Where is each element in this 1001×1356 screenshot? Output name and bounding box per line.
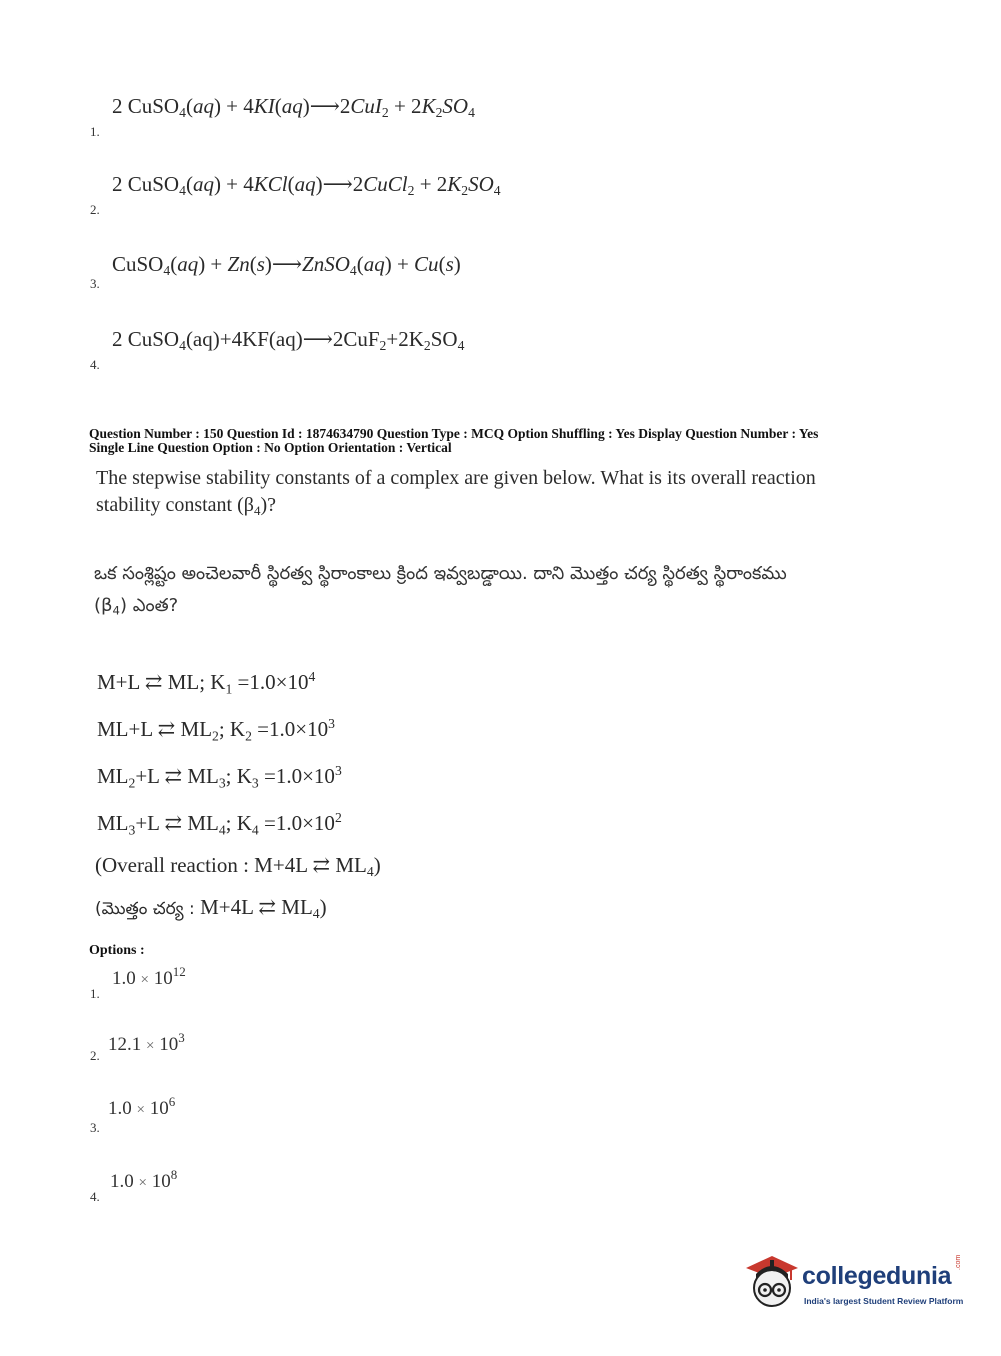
prev-option-1-number: 1. xyxy=(90,124,100,139)
equilibrium-step-2: ML+L ⇄ $ML_2$; $K_2 =1.0\times 10^3$ xyxy=(97,716,335,744)
question-text-english xyxy=(96,465,896,524)
question-text-telugu-beta-subscript: 4 xyxy=(112,603,120,618)
option-1[interactable]: $1.0 \times 10^{12}$ xyxy=(112,964,186,989)
option-2-number: 2. xyxy=(90,1048,100,1063)
logo-brand-name: collegedunia xyxy=(802,1262,952,1290)
option-1-exponent: 12 xyxy=(172,964,186,979)
collegedunia-logo[interactable] xyxy=(742,1250,972,1320)
question-text-english-line-1: The stepwise stability constants of a complex are given below. What is its overall reaction xyxy=(96,467,816,489)
equilibrium-step-4: $ML_3+L$ ⇄ $ML_4$; $K_4 =1.0\times 10^2$ xyxy=(97,810,342,838)
question-text-telugu xyxy=(94,558,894,627)
equilibrium-step-3: $ML_2+L$ ⇄ $ML_3$; $K_3 =1.0\times 10^3$ xyxy=(97,763,342,791)
option-2-exponent: 3 xyxy=(178,1030,185,1045)
overall-reaction-english-label: (Overall reaction : xyxy=(95,853,255,877)
option-3-mantissa: 1.0 xyxy=(108,1097,132,1119)
question-meta-line-2: Single Line Question Option : No Option Orientation : Vertical xyxy=(89,440,452,455)
option-1-number: 1. xyxy=(90,986,100,1001)
option-1-mantissa: 1.0 xyxy=(112,967,136,989)
option-2[interactable]: $12.1 \times 10^3$ xyxy=(108,1030,185,1055)
question-text-english-beta-subscript: 4 xyxy=(253,502,261,518)
option-4-mantissa: 1.0 xyxy=(110,1170,134,1192)
equilibrium-step-1: M+L ⇄ ML; $K_1 =1.0\times 10^4$ xyxy=(97,669,316,697)
option-4-number: 4. xyxy=(90,1189,100,1204)
overall-reaction-telugu: (మొత్తం చర్య : M+4L ⇄ $ML_4$) xyxy=(95,895,327,922)
prev-option-2-equation: 2 CuSO$_4$(aq) + 4KCl(aq)⟶2CuCl$_2$ + $2K_2SO_4$ xyxy=(112,172,501,199)
option-3-exponent: 6 xyxy=(168,1094,176,1109)
option-3[interactable]: $1.0 \times 10^6$ xyxy=(108,1094,176,1119)
question-meta-line-1: Question Number : 150 Question Id : 1874634790 Question Type : MCQ Option Shuffling : Yes Display Question Number : Yes xyxy=(89,426,819,441)
options-label: Options : xyxy=(89,943,145,958)
overall-reaction-english: (Overall reaction : M+4L ⇄ $ML_4$) xyxy=(95,853,381,880)
question-text-telugu-line-2: (β xyxy=(94,595,113,616)
prev-option-4-equation: 2 $CuSO_4(aq)+4KF(aq)⟶2CuF_2+2K_2SO_4$ xyxy=(112,327,465,354)
logo-tagline: India's largest Student Review Platform xyxy=(804,1296,964,1306)
question-text-telugu-line-1: ఒక సంశ్లిష్టం అంచెలవారీ స్థిరత్వ స్థిరాంకాలు క్రింద ఇవ్వబడ్డాయి. దాని మొత్తం చర్య స్థిరత్వ స్థిరాంకము xyxy=(94,563,787,584)
option-3-number: 3. xyxy=(90,1120,100,1135)
question-text-telugu-line-2-end: ) ఎంత? xyxy=(119,595,179,616)
prev-option-3-equation: CuSO$_4$(aq) + Zn(s)⟶ZnSO$_4$(aq) + Cu(s) xyxy=(112,252,461,279)
prev-option-1-equation: 2 CuSO$_4$(aq) + 4KI(aq)⟶2CuI$_2$ + $2K_2SO_4$ xyxy=(112,94,475,121)
option-4-exponent: 8 xyxy=(170,1167,178,1182)
prev-option-2-number: 2. xyxy=(90,202,100,217)
question-text-english-line-2: stability constant (β xyxy=(96,494,254,516)
question-text-english-line-2-end: )? xyxy=(260,494,276,516)
option-4[interactable]: $1.0 \times 10^8$ xyxy=(110,1167,178,1192)
option-2-mantissa: 12.1 xyxy=(108,1033,142,1055)
overall-reaction-telugu-label: (మొత్తం చర్య : xyxy=(95,899,201,919)
mascot-icon xyxy=(742,1250,802,1312)
logo-domain-suffix: .com xyxy=(955,1254,962,1270)
prev-option-4-number: 4. xyxy=(90,357,100,372)
prev-option-3-number: 3. xyxy=(90,276,100,291)
